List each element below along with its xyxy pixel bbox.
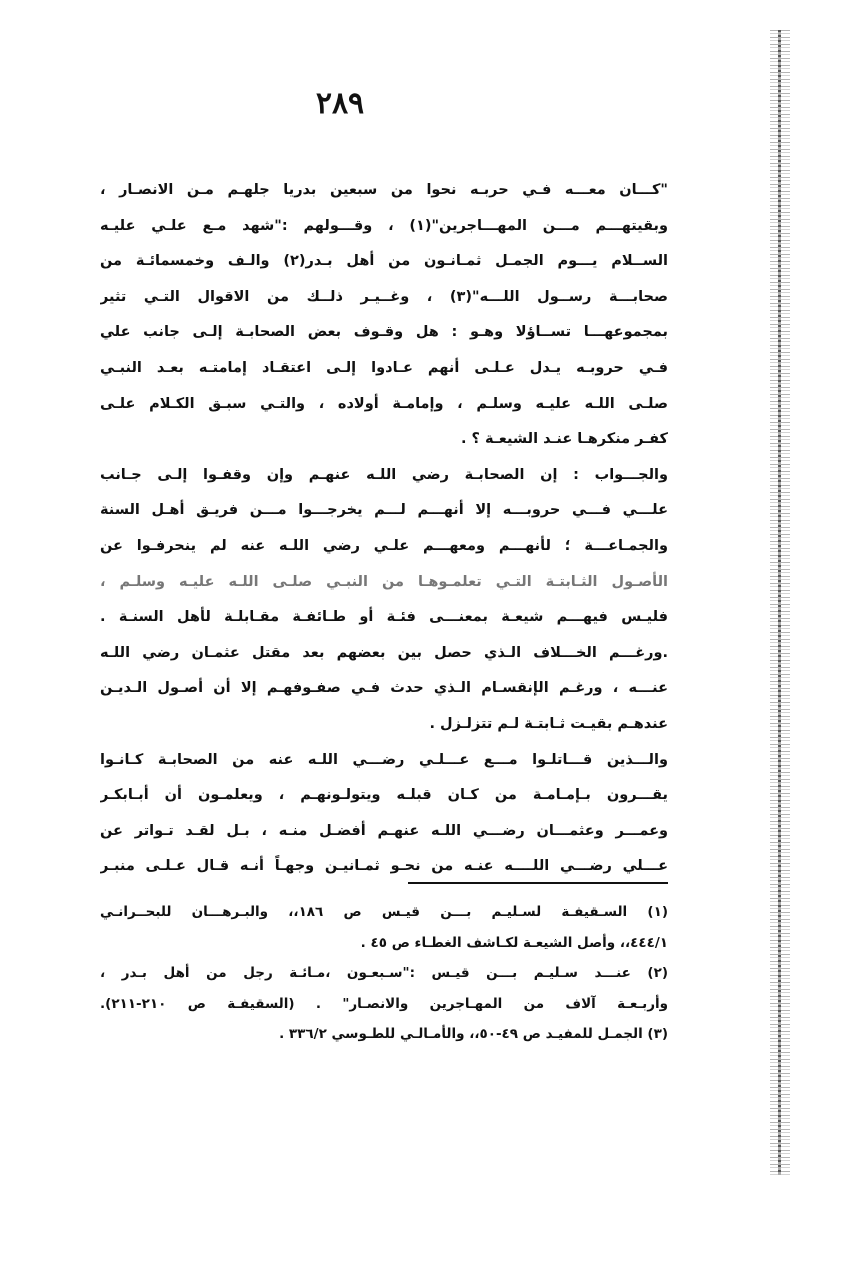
scan-binding-edge-core: [778, 30, 781, 1175]
body-line: بمجموعهـــا تســاؤلا وهـو : هل وقـوف بعض الصحابـة إلـى جانب علي: [100, 324, 668, 341]
footnote-line: وأربـعـة آلاف من المهـاجرين والانصـار" . (السقيفـة ص ٢١٠-٢١١).: [100, 995, 668, 1012]
body-line: والـــذين قـــاتلـوا مـــع عـــلـي رضـــي اللـه عنه من الصحابـة كـانـوا: [100, 751, 668, 768]
body-line: فـي حروبـه يـدل عـلـى أنهم عـادوا إلـى اعتقـاد إمامتـه بعـد النبـي: [100, 359, 668, 376]
body-line: الأصـول الثـابتـة التـي تعلمـوهـا من النبـي صلـى اللـه عليـه وسلـم ،: [100, 573, 668, 590]
body-line: فليـس فيهـــم شيعـة بمعنـــى فئـة أو طـائفـة مقـابلـة لأهل السنـة .: [100, 609, 668, 626]
body-line: علـــي فـــي حروبـــه إلا أنهـــم لـــم يخرجـــوا مـــن فريـق أهـل السنة: [100, 502, 668, 519]
body-line: وبقيتهـــم مـــن المهـــاجرين"(١) ، وقـــولهم :"شهد مـع علـي عليـه: [100, 217, 668, 234]
body-line: والجـــواب : إن الصحابـة رضي اللـه عنهـم وإن وقفـوا إلـى جـانب: [100, 466, 668, 483]
footnote-line: (٣) الجمـل للمفيـد ص ٤٩-٥٠،، والأمـالـي للطـوسي ٣٣٦/٢ .: [279, 1026, 668, 1042]
body-line: صحابـــة رســول اللـــه"(٣) ، وغــيـر ذلــك من الاقوال التـي تثير: [100, 288, 668, 305]
footnote-line: (٢) عنـــد سـليـم بـــن قيـس :"سـبعـون ،مـائـة رجل من أهل بـدر ،: [100, 965, 668, 981]
body-line: وعمـــر وعثمـــان رضـــي اللـه عنهـم أفضـل منـه ، بـل لقـد تـواتر عن: [100, 822, 668, 839]
footnote-divider: [408, 882, 668, 884]
body-text: [100, 173, 668, 885]
body-line: كفـر منكرهـا عنـد الشيعـة ؟ .: [461, 431, 668, 448]
body-line: الســلام يـــوم الجمـل ثمـانـون من أهل بـدر(٢) والـف وخمسمائـة من: [100, 253, 668, 270]
page-number: ٢٨٩: [315, 86, 365, 121]
footnote-line: ٤٤٤/١،، وأصل الشيعـة لكـاشف الغطـاء ص ٤٥ .: [360, 934, 668, 951]
body-line: عندهـم بقيـت ثـابتـة لـم تتزلـزل .: [429, 715, 668, 732]
body-line: يقـــرون بـإمـامـة من كـان قبلـه ويتولـونهـم ، ويعلمـون أن أبـابكـر: [100, 787, 668, 804]
footnotes: [100, 897, 668, 1050]
body-line: عنـــه ، ورغـم الإنقسـام الـذي حدث فـي صفـوفهـم إلا أن أصـول الـديـن: [100, 680, 668, 697]
body-line: والجمـاعـــة ؛ لأنهـــم ومعهـــم علـي رضي اللـه عنه لم ينحرفـوا عن: [100, 537, 668, 554]
footnote-line: (١) السـقيفـة لسـليـم بـــن قيـس ص ١٨٦،، والبـرهـــان للبحــرانـي: [100, 904, 668, 920]
body-line: "كـــان معـــه فـي حربـه نحوا من سبعين بدريا جلهـم مـن الانصـار ،: [100, 182, 668, 198]
body-line: .ورغـــم الخـــلاف الـذي حصل بين بعضهم بعد مقتل عثمـان رضي اللـه: [100, 644, 668, 661]
body-line: صلـى اللـه عليـه وسلـم ، وإمامـة أولاده ، والتـي سبـق الكـلام علـى: [100, 395, 668, 412]
body-line: عـــلي رضـــي اللــــه عنـه من نحـو ثمـانيـن وجهـاً أنـه قـال عـلـى منبـر: [100, 858, 668, 875]
